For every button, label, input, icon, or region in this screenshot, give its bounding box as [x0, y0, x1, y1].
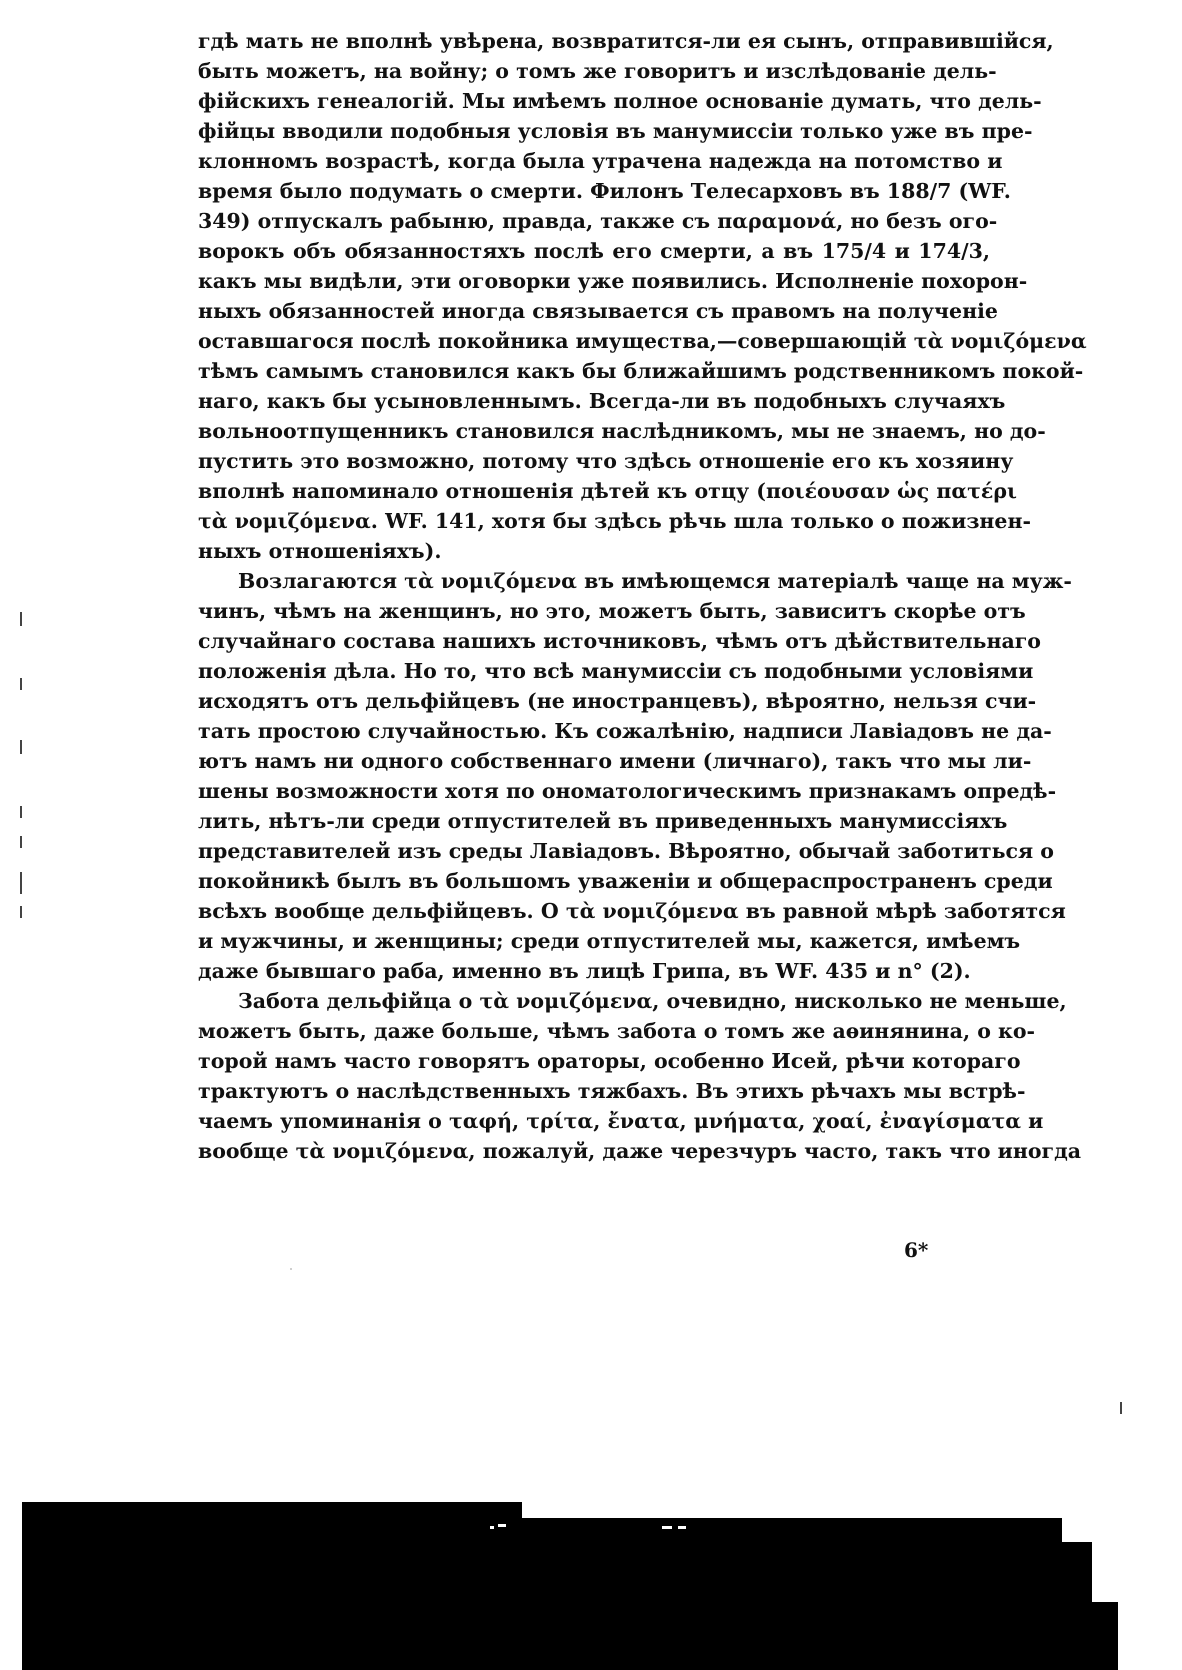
scan-notch [498, 1524, 506, 1527]
text-line: пустить это возможно, потому что здѣсь отношеніе его къ хозяину [198, 449, 1014, 473]
text-line: случайнаго состава нашихъ источниковъ, чѣмъ отъ дѣйствительнаго [198, 629, 1041, 653]
scan-mark [20, 678, 22, 690]
text-line: ныхъ обязанностей иногда связывается съ правомъ на полученіе [198, 299, 998, 323]
text-line: вольноотпущенникъ становился наслѣдникомъ, мы не знаемъ, но до- [198, 419, 1046, 443]
text-line: время было подумать о смерти. Филонъ Телесарховъ въ 188/7 (WF. [198, 179, 1011, 203]
scan-mark [20, 740, 22, 754]
text-line: лить, нѣтъ-ли среди отпустителей въ приведенныхъ манумиссіяхъ [198, 809, 1008, 833]
text-line: ныхъ отношеніяхъ). [198, 539, 442, 563]
scan-mark [1120, 1402, 1122, 1414]
text-line: чаемъ упоминанія о ταφή, τρίτα, ἔνατα, μνήματα, χοαί, ἐναγίσματα и [198, 1109, 1044, 1133]
text-line: представителей изъ среды Лавіадовъ. Вѣроятно, обычай заботиться о [198, 839, 1054, 863]
scan-mark [20, 872, 22, 894]
text-line: какъ мы видѣли, эти оговорки уже появились. Исполненіе похорон- [198, 269, 1028, 293]
text-line: фійскихъ генеалогій. Мы имѣемъ полное основаніе думать, что дель- [198, 89, 1042, 113]
text-line: быть можетъ, на войну; о томъ же говоритъ и изслѣдованіе дель- [198, 59, 997, 83]
text-line: всѣхъ вообще дельфійцевъ. О τὰ νομιζόμενα въ равной мѣрѣ заботятся [198, 899, 1066, 923]
scan-notch [490, 1526, 494, 1529]
scan-speck [290, 1268, 292, 1270]
text-line: ютъ намъ ни одного собственнаго имени (личнаго), такъ что мы ли- [198, 749, 1032, 773]
text-line: покойникѣ былъ въ большомъ уваженіи и общераспространенъ среди [198, 869, 1053, 893]
scan-notch [1062, 1502, 1182, 1542]
page-number: 6* [904, 1238, 929, 1262]
scan-dark-band [22, 1502, 1134, 1670]
scan-mark [20, 806, 22, 818]
text-line: исходятъ отъ дельфійцевъ (не иностранцевъ), вѣроятно, нельзя счи- [198, 689, 1037, 713]
text-line: оставшагося послѣ покойника имущества,—совершающій τὰ νομιζόμενα [198, 329, 1087, 353]
scan-notch [662, 1526, 672, 1529]
text-line: чинъ, чѣмъ на женщинъ, но это, можетъ быть, зависитъ скорѣе отъ [198, 599, 1026, 623]
text-line: можетъ быть, даже больше, чѣмъ забота о томъ же аѳинянина, о ко- [198, 1019, 1036, 1043]
body-text [198, 26, 1087, 1166]
text-line: τὰ νομιζόμενα. WF. 141, хотя бы здѣсь рѣчь шла только о пожизнен- [198, 509, 1031, 533]
text-line: положенія дѣла. Но то, что всѣ манумиссіи съ подобными условіями [198, 659, 1034, 683]
text-line: Забота дельфійца о τὰ νομιζόμενα, очевидно, нисколько не меньше, [238, 989, 1067, 1013]
text-line: даже бывшаго раба, именно въ лицѣ Грипа, въ WF. 435 и n° (2). [198, 959, 971, 983]
text-line: вполнѣ напоминало отношенія дѣтей къ отцу (ποιέουσαν ὡς πατέρι [198, 479, 1017, 503]
text-line: 349) отпускалъ рабыню, правда, также съ παραμονά, но безъ ого- [198, 209, 998, 233]
text-line: вообще τὰ νομιζόμενα, пожалуй, даже черезчуръ часто, такъ что иногда [198, 1139, 1082, 1163]
text-line: ворокъ объ обязанностяхъ послѣ его смерти, а въ 175/4 и 174/3, [198, 239, 990, 263]
text-line: фійцы вводили подобныя условія въ манумиссіи только уже въ пре- [198, 119, 1033, 143]
text-line: Возлагаются τὰ νομιζόμενα въ имѣющемся матеріалѣ чаще на муж- [238, 569, 1072, 593]
text-line: тѣмъ самымъ становился какъ бы ближайшимъ родственникомъ покой- [198, 359, 1084, 383]
text-line: клонномъ возрастѣ, когда была утрачена надежда на потомство и [198, 149, 1003, 173]
scan-notch [678, 1526, 686, 1529]
text-line: тать простою случайностью. Къ сожалѣнію, надписи Лавіадовъ не да- [198, 719, 1052, 743]
scan-notch [1118, 1602, 1178, 1670]
text-line: наго, какъ бы усыновленнымъ. Всегда-ли въ подобныхъ случаяхъ [198, 389, 1006, 413]
text-line: и мужчины, и женщины; среди отпустителей мы, кажется, имѣемъ [198, 929, 1021, 953]
scan-mark [20, 612, 22, 626]
scan-notch [1092, 1542, 1182, 1602]
scan-mark [20, 836, 22, 848]
text-line: трактуютъ о наслѣдственныхъ тяжбахъ. Въ этихъ рѣчахъ мы встрѣ- [198, 1079, 1026, 1103]
scan-mark [20, 906, 22, 918]
text-line: гдѣ мать не вполнѣ увѣрена, возвратится-ли ея сынъ, отправившійся, [198, 29, 1054, 53]
text-line: шены возможности хотя по ономатологическимъ признакамъ опредѣ- [198, 779, 1057, 803]
text-line: торой намъ часто говорятъ ораторы, особенно Исей, рѣчи котораго [198, 1049, 1021, 1073]
